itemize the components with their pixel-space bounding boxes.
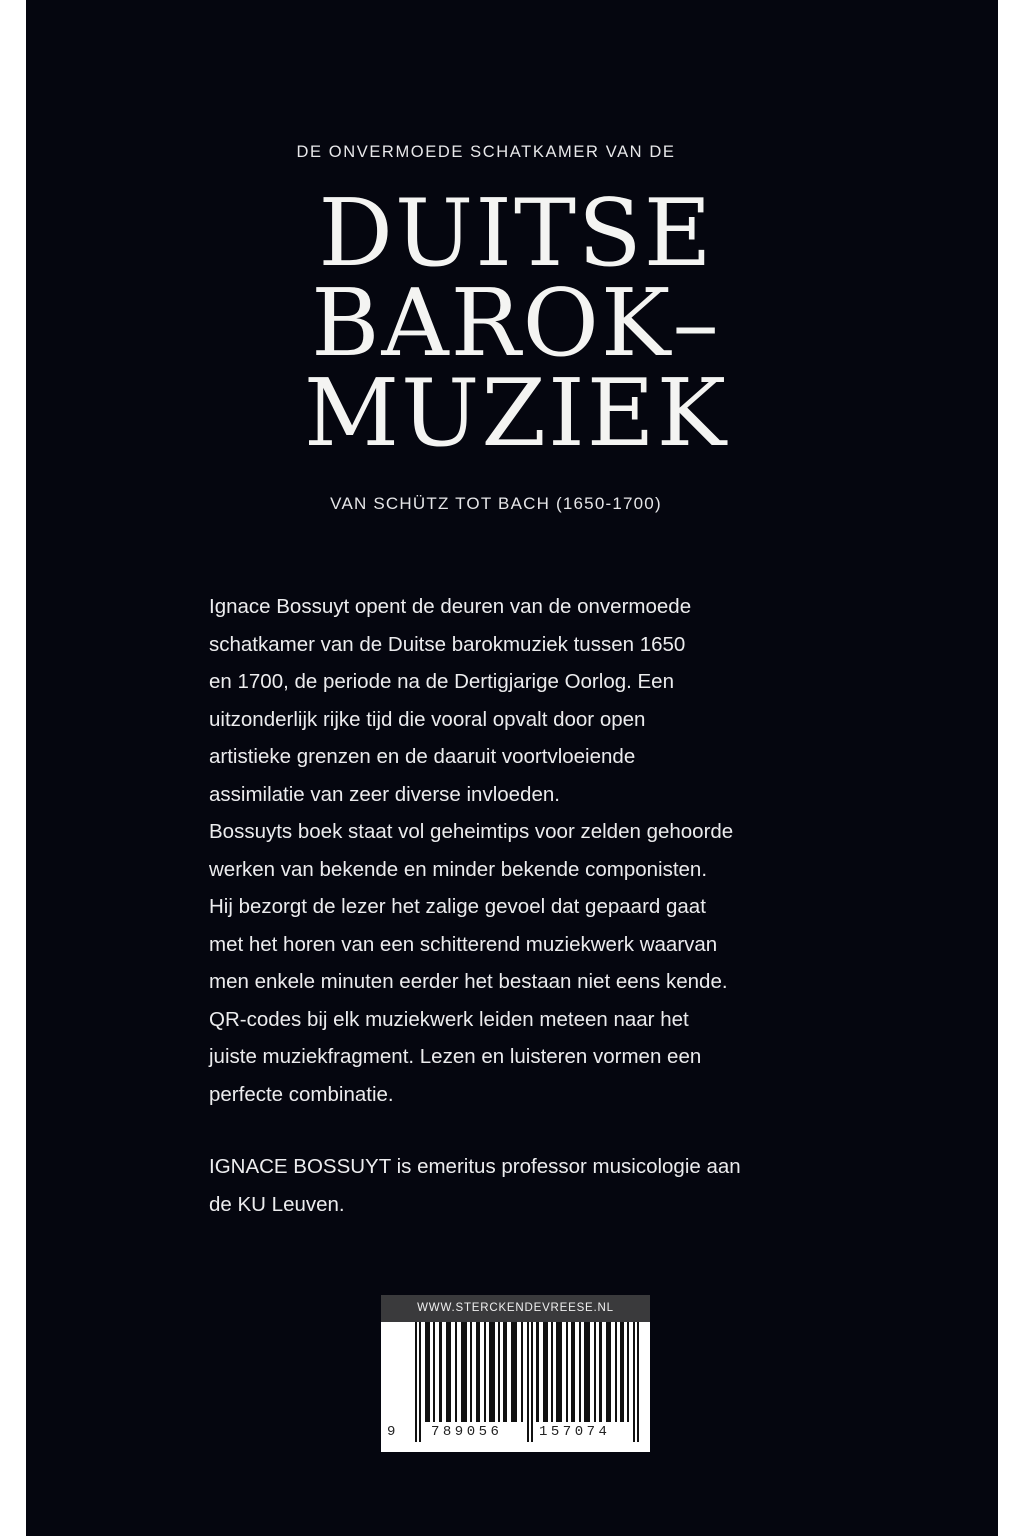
book-back-cover	[26, 0, 998, 1536]
bio-line: de KU Leuven.	[209, 1192, 345, 1216]
subtitle-text: VAN SCHÜTZ TOT BACH (1650-1700)	[330, 494, 662, 513]
isbn-left-group: 789056	[431, 1424, 503, 1440]
title-line-2: BAROK–	[311, 269, 721, 377]
kicker-text: DE ONVERMOEDE SCHATKAMER VAN DE	[296, 143, 676, 161]
blurb-line: perfecte combinatie.	[209, 1082, 394, 1106]
blurb-line: QR-codes bij elk muziekwerk leiden meteen naar het	[209, 1007, 689, 1031]
title-line-1: DUITSE	[318, 179, 714, 287]
blurb-line: werken van bekende en minder bekende componisten.	[209, 857, 708, 881]
blurb-line: en 1700, de periode na de Dertigjarige Oorlog. Een	[209, 670, 674, 693]
kicker-line	[26, 143, 998, 162]
blurb-line: met het horen van een schitterend muziekwerk waarvan	[209, 932, 718, 956]
bio-line: IGNACE BOSSUYT is emeritus professor musicologie aan	[209, 1155, 741, 1178]
title-line-3: MUZIEK	[303, 359, 729, 467]
blurb-line: uitzonderlijk rijke tijd die vooral opvalt door open	[209, 707, 646, 731]
blurb-line: men enkele minuten eerder het bestaan niet eens kende.	[209, 970, 728, 993]
blurb-line: Hij bezorgt de lezer het zalige gevoel dat gepaard gaat	[209, 895, 706, 918]
publisher-url: WWW.STERCKENDEVREESE.NL	[381, 1295, 650, 1322]
blurb-line: schatkamer van de Duitse barokmuziek tussen 1650	[209, 632, 686, 656]
isbn-barcode	[381, 1295, 650, 1452]
subtitle-line	[26, 494, 998, 514]
blurb-line: juiste muziekfragment. Lezen en luisteren vormen een	[209, 1045, 702, 1068]
blurb-line: assimilatie van zeer diverse invloeden.	[209, 782, 560, 806]
blurb	[209, 588, 829, 1113]
isbn-first-digit: 9	[387, 1424, 396, 1440]
blurb-line: Ignace Bossuyt opent de deuren van de onvermoede	[209, 595, 692, 618]
book-title	[256, 179, 776, 467]
author-bio	[209, 1148, 829, 1223]
blurb-line: artistieke grenzen en de daaruit voortvloeiende	[209, 745, 636, 768]
blurb-line: Bossuyts boek staat vol geheimtips voor zelden gehoorde	[209, 820, 734, 843]
isbn-right-group: 157074	[539, 1424, 611, 1440]
